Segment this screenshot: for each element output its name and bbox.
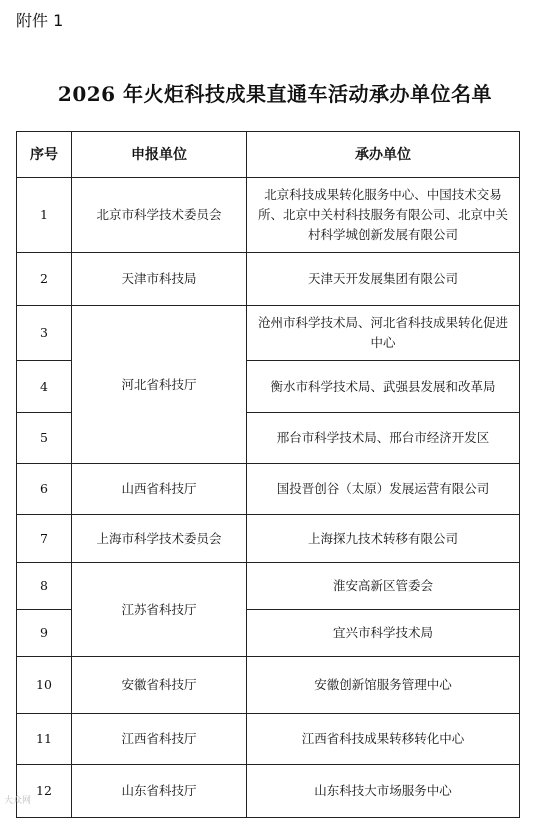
attachment-label: 附件 1 <box>16 11 64 30</box>
host-units-table <box>16 131 520 818</box>
table-row <box>17 306 520 361</box>
row-host: 邢台市科学技术局、邢台市经济开发区 <box>247 413 520 464</box>
row-applicant: 山西省科技厅 <box>72 464 247 515</box>
row-applicant: 天津市科技局 <box>72 253 247 306</box>
row-seq: 6 <box>17 464 72 515</box>
column-header-applicant: 申报单位 <box>72 132 247 178</box>
row-applicant: 河北省科技厅 <box>72 306 247 464</box>
row-seq: 2 <box>17 253 72 306</box>
row-seq: 8 <box>17 563 72 610</box>
row-host: 江西省科技成果转移转化中心 <box>247 714 520 765</box>
document-title: 2026 年火炬科技成果直通车活动承办单位名单 <box>57 82 493 106</box>
row-seq: 12 <box>17 765 72 818</box>
table-row <box>17 253 520 306</box>
row-seq: 7 <box>17 515 72 563</box>
row-applicant: 江苏省科技厅 <box>72 563 247 657</box>
table-row <box>17 178 520 253</box>
row-applicant: 北京市科学技术委员会 <box>72 178 247 253</box>
row-host: 国投晋创谷（太原）发展运营有限公司 <box>247 464 520 515</box>
row-host: 沧州市科学技术局、河北省科技成果转化促进中心 <box>247 306 520 361</box>
row-applicant: 上海市科学技术委员会 <box>72 515 247 563</box>
row-host: 宜兴市科学技术局 <box>247 610 520 657</box>
table-row <box>17 515 520 563</box>
row-seq: 10 <box>17 657 72 714</box>
table-header-row <box>17 132 520 178</box>
row-seq: 11 <box>17 714 72 765</box>
table-row <box>17 714 520 765</box>
row-applicant: 安徽省科技厅 <box>72 657 247 714</box>
table-row <box>17 464 520 515</box>
row-host: 安徽创新馆服务管理中心 <box>247 657 520 714</box>
row-seq: 4 <box>17 361 72 413</box>
table-row <box>17 765 520 818</box>
table-row <box>17 657 520 714</box>
row-host: 衡水市科学技术局、武强县发展和改革局 <box>247 361 520 413</box>
table-row <box>17 563 520 610</box>
row-seq: 9 <box>17 610 72 657</box>
row-seq: 3 <box>17 306 72 361</box>
row-applicant: 山东省科技厅 <box>72 765 247 818</box>
column-header-host: 承办单位 <box>247 132 520 178</box>
row-seq: 1 <box>17 178 72 253</box>
row-host: 天津天开发展集团有限公司 <box>247 253 520 306</box>
row-host: 上海探九技术转移有限公司 <box>247 515 520 563</box>
column-header-seq: 序号 <box>17 132 72 178</box>
row-applicant: 江西省科技厅 <box>72 714 247 765</box>
watermark: 大众网 <box>4 796 32 806</box>
row-host: 北京科技成果转化服务中心、中国技术交易所、北京中关村科技服务有限公司、北京中关村科学城创新发展有限公司 <box>247 178 520 253</box>
row-host: 山东科技大市场服务中心 <box>247 765 520 818</box>
row-seq: 5 <box>17 413 72 464</box>
row-host: 淮安高新区管委会 <box>247 563 520 610</box>
